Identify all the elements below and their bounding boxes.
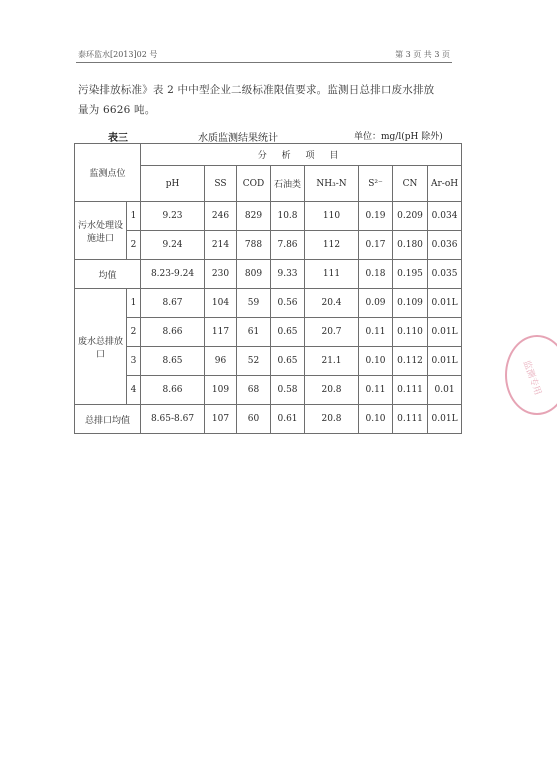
cell: 0.10: [359, 405, 393, 434]
cell: 0.035: [428, 260, 462, 289]
cell: 0.09: [359, 289, 393, 318]
cell: 20.8: [305, 376, 359, 405]
cell: 0.01: [428, 376, 462, 405]
cell: 0.109: [393, 289, 428, 318]
column-header: 石油类: [271, 166, 305, 202]
cell: 0.58: [271, 376, 305, 405]
cell: 9.33: [271, 260, 305, 289]
cell: 0.112: [393, 347, 428, 376]
cell: 68: [237, 376, 271, 405]
cell: 117: [205, 318, 237, 347]
cell: 214: [205, 231, 237, 260]
cell: 59: [237, 289, 271, 318]
table-header-row: [75, 144, 462, 166]
cell: 8.66: [141, 376, 205, 405]
water-quality-table: [74, 143, 462, 434]
cell: 20.4: [305, 289, 359, 318]
cell: 0.19: [359, 202, 393, 231]
table-row: [75, 347, 462, 376]
cell: 0.209: [393, 202, 428, 231]
paragraph-line: 污染排放标准》表 2 中中型企业二级标准限值要求。监测日总排口废水排放: [78, 84, 435, 96]
average-label: 总排口均值: [75, 405, 141, 434]
table-caption: [78, 129, 458, 143]
average-row: [75, 260, 462, 289]
stamp-text: 监测专用: [520, 359, 543, 397]
cell: 246: [205, 202, 237, 231]
cell: 0.65: [271, 318, 305, 347]
cell: 0.111: [393, 405, 428, 434]
cell: 20.8: [305, 405, 359, 434]
sample-number: 3: [127, 347, 141, 376]
cell: 0.11: [359, 376, 393, 405]
table-row: [75, 231, 462, 260]
cell: 7.86: [271, 231, 305, 260]
cell: 110: [305, 202, 359, 231]
cell: 10.8: [271, 202, 305, 231]
page-number: 第 3 页 共 3 页: [395, 50, 450, 59]
cell: 0.034: [428, 202, 462, 231]
cell: 107: [205, 405, 237, 434]
sample-number: 1: [127, 289, 141, 318]
cell: 0.10: [359, 347, 393, 376]
cell: 0.111: [393, 376, 428, 405]
cell: 21.1: [305, 347, 359, 376]
document-number: 泰环监水[2013]02 号: [78, 50, 158, 59]
table-row: [75, 289, 462, 318]
average-row: [75, 405, 462, 434]
table-number: 表三: [108, 133, 128, 144]
cell: 0.56: [271, 289, 305, 318]
official-stamp: [505, 335, 557, 415]
cell: 230: [205, 260, 237, 289]
table-unit: 单位：mg/l(pH 除外): [354, 132, 443, 142]
column-header: NH₃-N: [305, 166, 359, 202]
cell: 8.23-9.24: [141, 260, 205, 289]
cell: 788: [237, 231, 271, 260]
sample-number: 2: [127, 231, 141, 260]
cell: 9.24: [141, 231, 205, 260]
cell: 0.110: [393, 318, 428, 347]
cell: 96: [205, 347, 237, 376]
cell: 111: [305, 260, 359, 289]
cell: 0.18: [359, 260, 393, 289]
cell: 0.61: [271, 405, 305, 434]
cell: 9.23: [141, 202, 205, 231]
table-row: [75, 318, 462, 347]
sample-number: 4: [127, 376, 141, 405]
column-header: S²⁻: [359, 166, 393, 202]
cell: 829: [237, 202, 271, 231]
cell: 112: [305, 231, 359, 260]
column-header: COD: [237, 166, 271, 202]
cell: 0.11: [359, 318, 393, 347]
cell: 8.66: [141, 318, 205, 347]
cell: 61: [237, 318, 271, 347]
header-divider: [76, 62, 452, 63]
cell: 0.180: [393, 231, 428, 260]
column-header: CN: [393, 166, 428, 202]
cell: 104: [205, 289, 237, 318]
table-row: [75, 202, 462, 231]
table-row: [75, 376, 462, 405]
sample-number: 2: [127, 318, 141, 347]
paragraph-line: 量为 6626 吨。: [78, 104, 156, 116]
cell: 8.67: [141, 289, 205, 318]
cell: 809: [237, 260, 271, 289]
cell: 8.65: [141, 347, 205, 376]
column-header: Ar-oH: [428, 166, 462, 202]
cell: 0.036: [428, 231, 462, 260]
analysis-items-header: 分 析 项 目: [141, 144, 462, 166]
cell: 0.01L: [428, 289, 462, 318]
sample-number: 1: [127, 202, 141, 231]
body-paragraph: [78, 80, 462, 120]
column-header: SS: [205, 166, 237, 202]
cell: 0.01L: [428, 347, 462, 376]
cell: 52: [237, 347, 271, 376]
column-header: pH: [141, 166, 205, 202]
cell: 60: [237, 405, 271, 434]
cell: 20.7: [305, 318, 359, 347]
group-label: 废水总排放口: [75, 289, 127, 405]
table-title: 水质监测结果统计: [198, 133, 278, 144]
cell: 0.01L: [428, 405, 462, 434]
monitoring-point-header: 监测点位: [75, 144, 141, 202]
average-label: 均值: [75, 260, 141, 289]
cell: 8.65-8.67: [141, 405, 205, 434]
group-label: 污水处理设施进口: [75, 202, 127, 260]
cell: 109: [205, 376, 237, 405]
cell: 0.01L: [428, 318, 462, 347]
cell: 0.65: [271, 347, 305, 376]
cell: 0.17: [359, 231, 393, 260]
cell: 0.195: [393, 260, 428, 289]
